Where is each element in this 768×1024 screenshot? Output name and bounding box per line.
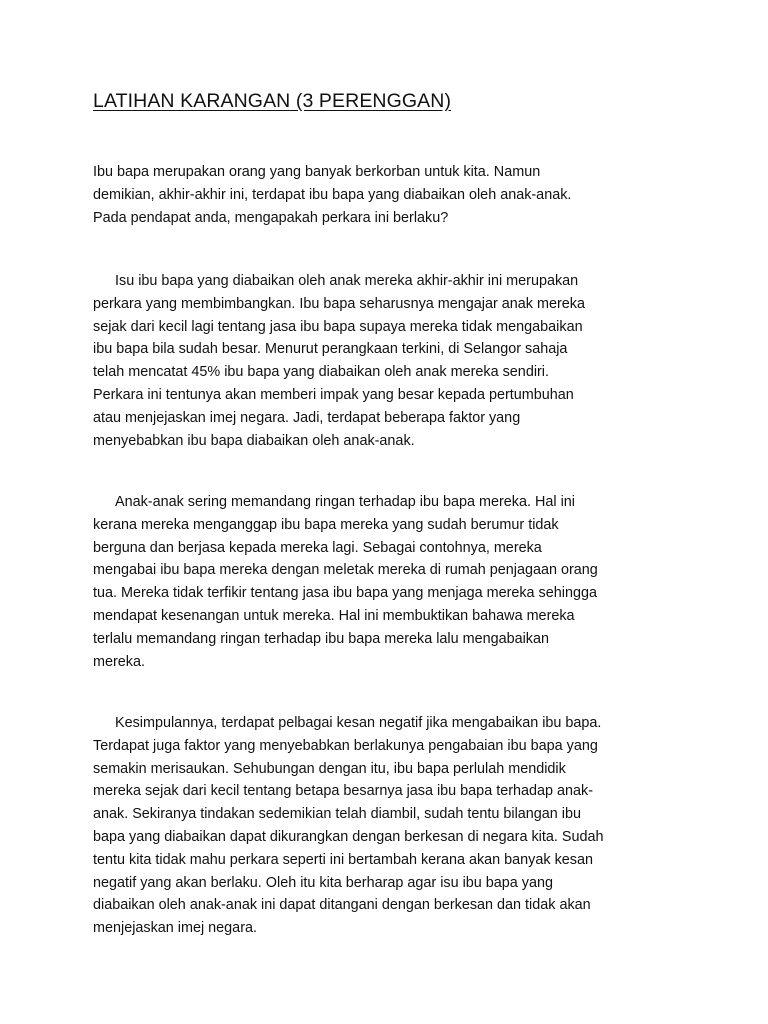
paragraph-line: Terdapat juga faktor yang menyebabkan berlakunya pengabaian ibu bapa yang <box>93 737 598 754</box>
paragraph-line: Perkara ini tentunya akan memberi impak yang besar kepada pertumbuhan <box>93 386 574 403</box>
question-line: Ibu bapa merupakan orang yang banyak berkorban untuk kita. Namun <box>93 164 541 180</box>
question-line: demikian, akhir-akhir ini, terdapat ibu bapa yang diabaikan oleh anak-anak. <box>93 186 572 203</box>
paragraph-line: diabaikan oleh anak-anak ini dapat ditangani dengan berkesan dan tidak akan <box>93 897 591 914</box>
question-line: Pada pendapat anda, mengapakah perkara ini berlaku? <box>93 209 449 226</box>
paragraph-introduction <box>93 270 683 452</box>
paragraph-line: atau menjejaskan imej negara. Jadi, terdapat beberapa faktor yang <box>93 409 521 426</box>
paragraph-line: tentu kita tidak mahu perkara seperti ini bertambah kerana akan banyak kesan <box>93 851 593 868</box>
paragraph-line: tua. Mereka tidak terfikir tentang jasa ibu bapa yang menjaga mereka sehingga <box>93 585 597 602</box>
paragraph-line: kerana mereka menganggap ibu bapa mereka yang sudah berumur tidak <box>93 516 559 533</box>
paragraph-line: telah mencatat 45% ibu bapa yang diabaikan oleh anak mereka sendiri. <box>93 364 550 381</box>
paragraph-line: negatif yang akan berlaku. Oleh itu kita berharap agar isu ibu bapa yang <box>93 874 554 891</box>
paragraph-line: berguna dan berjasa kepada mereka lagi. Sebagai contohnya, mereka <box>93 539 542 556</box>
paragraph-line: bapa yang diabaikan dapat dikurangkan dengan berkesan di negara kita. Sudah <box>93 828 604 845</box>
paragraph-line: ibu bapa bila sudah besar. Menurut perangkaan terkini, di Selangor sahaja <box>93 341 568 358</box>
paragraph-line: menjejaskan imej negara. <box>93 920 257 937</box>
paragraph-line: mereka. <box>93 653 145 670</box>
paragraph-line: mereka sejak dari kecil tentang betapa besarnya jasa ibu bapa terhadap anak- <box>93 783 593 800</box>
paragraph-line: semakin merisaukan. Sehubungan dengan itu, ibu bapa perlulah mendidik <box>93 760 566 777</box>
paragraph-line: anak. Sekiranya tindakan sedemikian telah diambil, sudah tentu bilangan ibu <box>93 806 582 823</box>
paragraph-conclusion <box>93 712 683 940</box>
document-title: LATIHAN KARANGAN (3 PERENGGAN) <box>93 90 452 112</box>
paragraph-line: mendapat kesenangan untuk mereka. Hal ini membuktikan bahawa mereka <box>93 607 575 624</box>
essay-question <box>93 161 683 229</box>
paragraph-line: mengabai ibu bapa mereka dengan meletak mereka di rumah penjagaan orang <box>93 562 598 579</box>
paragraph-line: menyebabkan ibu bapa diabaikan oleh anak-anak. <box>93 432 415 449</box>
paragraph-line: sejak dari kecil lagi tentang jasa ibu bapa supaya mereka tidak mengabaikan <box>93 318 583 335</box>
paragraph-line: Isu ibu bapa yang diabaikan oleh anak mereka akhir-akhir ini merupakan <box>115 273 579 289</box>
paragraph-line: Kesimpulannya, terdapat pelbagai kesan negatif jika mengabaikan ibu bapa. <box>115 715 602 731</box>
paragraph-body <box>93 491 683 673</box>
paragraph-line: terlalu memandang ringan terhadap ibu bapa mereka lalu mengabaikan <box>93 630 550 647</box>
paragraph-line: perkara yang membimbangkan. Ibu bapa seharusnya mengajar anak mereka <box>93 295 585 312</box>
paragraph-line: Anak-anak sering memandang ringan terhadap ibu bapa mereka. Hal ini <box>115 494 575 510</box>
